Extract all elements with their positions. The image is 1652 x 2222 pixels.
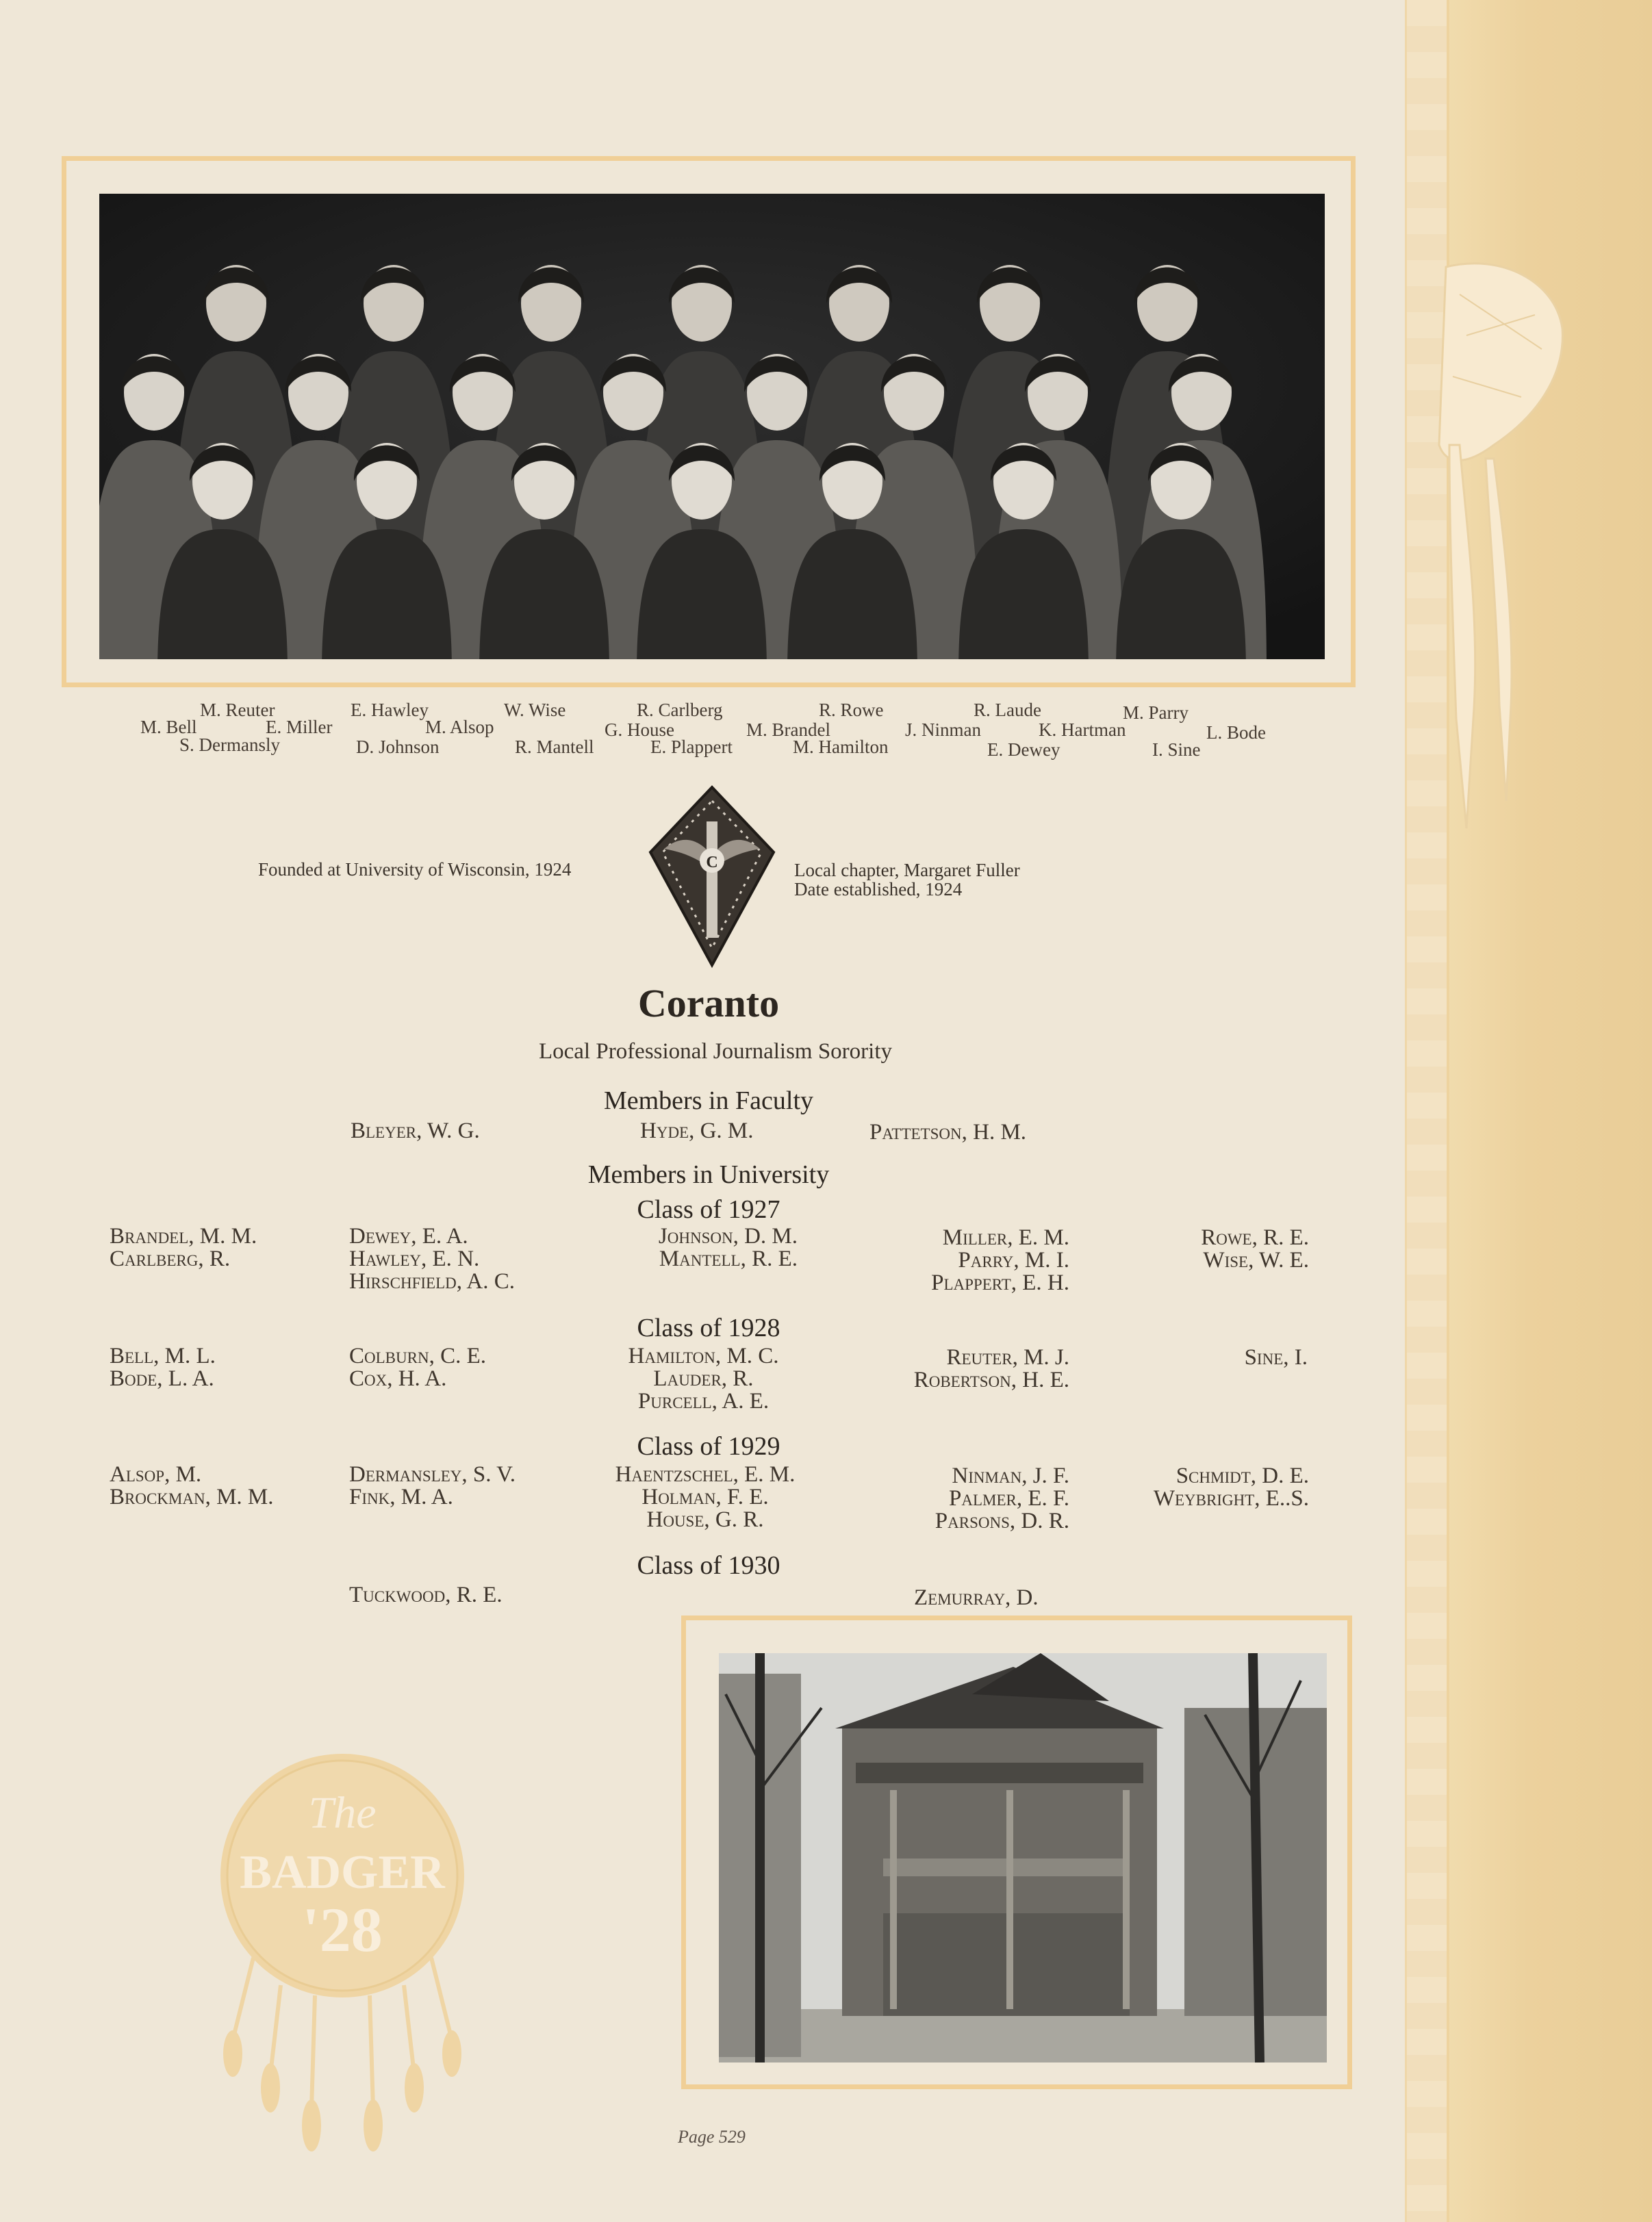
group-photo (99, 194, 1325, 659)
class-1927-col4 (822, 1227, 1069, 1294)
member-name: Bleyer, W. G. (351, 1119, 480, 1143)
caption-name: S. Dermansly (179, 735, 280, 755)
caption-name: M. Bell (140, 717, 197, 737)
member-name: Ninman, J. F. (952, 1464, 1069, 1488)
page-subtitle: Local Professional Journalism Sorority (538, 1039, 892, 1064)
class-1929-col5 (1068, 1465, 1309, 1510)
badger-logo-the: The (308, 1788, 377, 1838)
feather-ornament (1419, 240, 1576, 856)
class-1929-col1 (110, 1464, 274, 1509)
member-name: Miller, E. M. (942, 1225, 1069, 1250)
member-name: Alsop, M. (110, 1462, 202, 1487)
member-name: Bode, L. A. (110, 1366, 214, 1391)
class-1928-col4 (822, 1346, 1069, 1392)
member-name: House, G. R. (646, 1507, 764, 1532)
member-name: Carlberg, R. (110, 1247, 231, 1271)
caption-name: E. Hawley (351, 700, 429, 720)
caption-name: I. Sine (1152, 739, 1201, 760)
member-name: Parry, M. I. (958, 1248, 1069, 1273)
class-1928-col2 (349, 1345, 486, 1390)
member-name: Schmidt, D. E. (1176, 1464, 1309, 1488)
class-1927-col3 (589, 1225, 798, 1270)
caption-name: R. Carlberg (637, 700, 723, 720)
member-name: Lauder, R. (653, 1366, 754, 1391)
caption-name: E. Plappert (650, 737, 733, 757)
member-name: Wise, W. E. (1203, 1248, 1309, 1273)
member-name: Robertson, H. E. (913, 1368, 1069, 1392)
member-name: Cox, H. A. (349, 1366, 447, 1391)
member-name: Purcell, A. E. (637, 1389, 770, 1414)
caption-name: M. Alsop (425, 717, 494, 737)
class-1927-col2 (349, 1225, 515, 1293)
badger-logo-year: '28 (302, 1895, 383, 1965)
class-1928-col1 (110, 1345, 216, 1390)
member-name: Sine, I. (1244, 1345, 1308, 1370)
page-number: Page 529 (678, 2127, 746, 2147)
badger-yearbook-logo (205, 1752, 479, 2191)
class-1929-col3 (589, 1464, 822, 1531)
caption-name: K. Hartman (1039, 719, 1126, 740)
class-1929-heading: Class of 1929 (637, 1432, 780, 1461)
member-name: Zemurray, D. (914, 1585, 1039, 1610)
member-name: Hamilton, M. C. (628, 1344, 779, 1368)
university-heading: Members in University (587, 1160, 830, 1189)
local-chapter-line: Date established, 1924 (794, 879, 963, 899)
class-1927-col5 (1095, 1227, 1309, 1272)
member-name: Dewey, E. A. (349, 1224, 468, 1249)
caption-name: E. Miller (266, 717, 333, 737)
page-title: Coranto (637, 981, 780, 1025)
member-name: Colburn, C. E. (349, 1344, 486, 1368)
member-name: Holman, F. E. (641, 1485, 769, 1509)
member-name: Reuter, M. J. (946, 1345, 1069, 1370)
caption-name: J. Ninman (905, 719, 981, 740)
class-1929-col2 (349, 1464, 516, 1509)
caption-name: L. Bode (1206, 722, 1266, 743)
caption-name: R. Rowe (819, 700, 884, 720)
member-name: Johnson, D. M. (658, 1224, 798, 1249)
member-name: Bell, M. L. (110, 1344, 216, 1368)
caption-name: R. Laude (974, 700, 1041, 720)
member-name: Parsons, D. R. (935, 1509, 1069, 1533)
member-name: Dermansley, S. V. (349, 1462, 516, 1487)
member-name: Brandel, M. M. (110, 1224, 257, 1249)
chapter-house-photo (719, 1653, 1327, 2063)
caption-name: M. Hamilton (793, 737, 889, 757)
class-1928-heading: Class of 1928 (637, 1314, 780, 1342)
caption-name: M. Reuter (200, 700, 275, 720)
caption-name: D. Johnson (356, 737, 440, 757)
caption-name: M. Brandel (746, 719, 830, 740)
class-1927-col1 (110, 1225, 257, 1270)
class-1929-col4 (822, 1465, 1069, 1533)
member-name: Hyde, G. M. (640, 1119, 754, 1143)
member-name: Rowe, R. E. (1201, 1225, 1309, 1250)
founded-text: Founded at University of Wisconsin, 1924 (258, 859, 572, 880)
class-1928-col5 (1095, 1346, 1308, 1369)
class-1928-col3 (596, 1345, 811, 1413)
member-name: Fink, M. A. (349, 1485, 453, 1509)
caption-name: E. Dewey (987, 739, 1060, 760)
caption-name: W. Wise (504, 700, 566, 720)
local-chapter-line: Local chapter, Margaret Fuller (794, 860, 1020, 880)
caption-name: R. Mantell (515, 737, 594, 757)
member-name: Hirschfield, A. C. (349, 1269, 516, 1294)
class-1930-heading: Class of 1930 (637, 1551, 780, 1580)
member-name: Tuckwood, R. E. (349, 1583, 503, 1607)
member-name: Plappert, E. H. (931, 1270, 1069, 1295)
member-name: Hawley, E. N. (349, 1247, 480, 1271)
crest-letter: C (706, 854, 718, 871)
member-name: Palmer, E. F. (949, 1486, 1069, 1511)
class-1927-heading: Class of 1927 (637, 1195, 780, 1224)
member-name: Weybright, E..S. (1153, 1486, 1309, 1511)
member-name: Pattetson, H. M. (869, 1120, 1027, 1145)
local-chapter-text (794, 860, 1020, 899)
sorority-crest-icon (644, 784, 780, 969)
badger-logo-name: BADGER (240, 1846, 445, 1899)
caption-name: G. House (605, 719, 674, 740)
caption-name: M. Parry (1123, 702, 1189, 723)
member-name: Brockman, M. M. (110, 1485, 274, 1509)
member-name: Haentzschel, E. M. (615, 1462, 796, 1487)
member-name: Mantell, R. E. (659, 1247, 798, 1271)
faculty-heading: Members in Faculty (603, 1086, 814, 1115)
